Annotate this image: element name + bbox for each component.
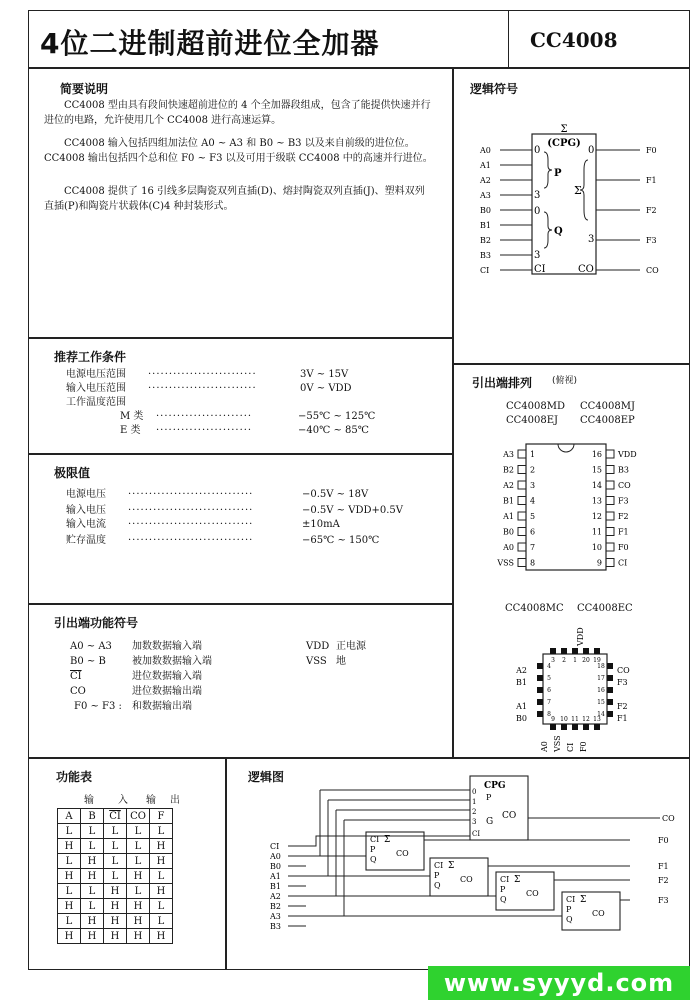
dip-right-num: 15	[591, 465, 602, 475]
part-number: CC4008	[530, 28, 618, 52]
symbol-output-label: CO	[646, 266, 659, 275]
table-cell: H	[58, 929, 81, 944]
cpg-g-label: G	[486, 817, 494, 827]
table-row	[58, 839, 173, 854]
dip-pin-box	[606, 559, 614, 567]
cpg-num: 1	[472, 798, 477, 806]
lcc-left-num: 4	[547, 663, 551, 670]
pin-desc: 和数据输出端	[132, 701, 192, 712]
diagram-input-label: A2	[270, 892, 281, 901]
lcc-pin-pad	[607, 687, 613, 693]
lcc-top-num: 3	[551, 657, 555, 664]
dip-pin-box	[518, 450, 526, 458]
table-row	[58, 884, 173, 899]
lcc-pin-pad	[583, 648, 589, 654]
logic-diagram-title: 逻辑图	[248, 770, 285, 784]
table-row	[58, 899, 173, 914]
lcc-model: CC4008MC	[505, 603, 564, 614]
leader-dots: ······························	[128, 519, 254, 530]
diagram-output-label: F3	[658, 896, 669, 905]
description-paragraph: CC4008 输入包括四组加法位 A0 ~ A3 和 B0 ~ B3 以及来自前级的进位位。 CC4008 输出包括四个总和位 F0 ~ F3 以及可用于级联 CC4008 中的高速并行进位。	[44, 138, 433, 164]
table-cell: L	[58, 914, 81, 929]
function-table-title: 功能表	[56, 770, 93, 784]
operating-value: 3V ~ 15V	[300, 369, 349, 380]
dip-right-label: F3	[618, 496, 629, 506]
dip-right-label: F1	[618, 527, 629, 537]
lcc-vdd-label: VDD	[576, 627, 585, 646]
symbol-input-label: B1	[480, 221, 491, 230]
pinout-title-note: (俯视)	[552, 376, 578, 386]
description-paragraph: CC4008 型由具有段间快速超前进位的 4 个全加器段组成，包含了能提供快速并行进位的电路，允许使用几个 CC4008 进行高速运算。	[44, 100, 431, 126]
dip-pinout-diagram	[488, 442, 658, 572]
sum-ci-label: CI	[500, 875, 510, 884]
leader-dots: ······························	[128, 489, 254, 500]
table-header-row	[58, 809, 173, 824]
table-cell: H	[127, 929, 150, 944]
dip-right-label: F2	[618, 512, 629, 521]
dip-left-label: B1	[503, 496, 514, 506]
symbol-input-label: B2	[480, 236, 491, 245]
cpg-num: 2	[472, 808, 477, 816]
operating-label: 输入电压范围	[66, 383, 126, 394]
symbol-input-label: B3	[480, 251, 491, 260]
diagram-input-label: B2	[270, 902, 281, 911]
sum-co-label: CO	[396, 849, 409, 858]
dip-left-num: 1	[530, 450, 536, 459]
dip-right-label: F0	[618, 543, 629, 552]
table-cell: L	[104, 839, 127, 854]
table-cell: L	[127, 854, 150, 869]
dip-left-num: 3	[530, 481, 536, 490]
logic-diagram	[270, 770, 682, 942]
logic-symbol-diagram	[470, 120, 685, 280]
table-cell: H	[127, 869, 150, 884]
description-title: 简要说明	[60, 82, 109, 96]
dip-left-num: 4	[530, 496, 536, 506]
dip-pin-box	[606, 450, 614, 458]
sum-co-label: CO	[592, 909, 605, 918]
operating-title: 推荐工作条件	[54, 350, 127, 364]
pin-functions-title: 引出端功能符号	[54, 616, 139, 630]
table-group-header: 输	[84, 795, 94, 806]
diagram-output-label: F2	[658, 876, 669, 885]
power-desc: 正电源	[336, 641, 366, 652]
table-cell: H	[81, 869, 104, 884]
lcc-pin-pad	[607, 675, 613, 681]
pin-desc: 被加数数据输入端	[132, 656, 212, 667]
symbol-output-label: F0	[646, 146, 657, 155]
dip-pin-box	[606, 512, 614, 520]
lcc-pin-pad	[537, 687, 543, 693]
symbol-input-label: B0	[480, 206, 491, 215]
table-cell: L	[104, 854, 127, 869]
table-group-header: 输	[146, 795, 156, 806]
lcc-right-num: 18	[597, 663, 605, 670]
table-cell: H	[150, 929, 173, 944]
table-group-header: 出	[170, 795, 180, 806]
limit-value: ±10mA	[302, 519, 340, 530]
table-cell: H	[127, 899, 150, 914]
dip-pin-box	[518, 543, 526, 551]
table-cell: L	[127, 824, 150, 839]
dip-left-label: B2	[503, 465, 514, 475]
lcc-left-label: A1	[516, 702, 527, 711]
sum-p-label: P	[434, 871, 440, 880]
dip-right-num: 14	[591, 481, 602, 490]
dip-left-label: VSS	[497, 558, 514, 568]
symbol-p: P	[554, 168, 562, 179]
symbol-n3: 3	[534, 190, 541, 201]
table-cell: L	[58, 824, 81, 839]
table-cell: H	[104, 899, 127, 914]
lcc-right-num: 14	[597, 711, 605, 718]
table-header-cell: CO	[127, 809, 150, 824]
operating-value: −55℃ ~ 125℃	[298, 411, 376, 422]
dip-pin-box	[518, 528, 526, 536]
dip-left-num: 7	[530, 543, 536, 552]
table-cell: H	[58, 899, 81, 914]
lcc-bottom-label: CI	[566, 742, 575, 752]
operating-value: −40℃ ~ 85℃	[298, 425, 369, 436]
dip-right-label: B3	[618, 465, 629, 475]
table-group-header: 入	[118, 795, 128, 806]
lcc-pin-pad	[537, 663, 543, 669]
dip-left-num: 8	[530, 558, 536, 568]
lcc-pin-pad	[537, 711, 543, 717]
leader-dots: ··························	[148, 383, 257, 394]
pin-symbol: B0 ~ B	[70, 656, 106, 667]
lcc-top-num: 20	[582, 657, 590, 664]
operating-label: M 类	[120, 411, 144, 422]
dip-model: CC4008EP	[580, 415, 635, 426]
lcc-pin-pad	[537, 699, 543, 705]
leader-dots: ··························	[148, 369, 257, 380]
table-cell: H	[81, 914, 104, 929]
operating-label: 工作温度范围	[66, 397, 126, 408]
leader-dots: ······························	[128, 505, 254, 516]
cpg-ci-label: CI	[472, 830, 481, 838]
table-cell: L	[150, 899, 173, 914]
lcc-top-num: 19	[593, 657, 601, 664]
sum-co-label: CO	[460, 875, 473, 884]
table-cell: L	[58, 884, 81, 899]
table-cell: H	[150, 854, 173, 869]
dip-pin-box	[518, 466, 526, 474]
diagram-input-label: A3	[270, 912, 281, 921]
dip-pins	[496, 450, 636, 568]
lcc-pins	[515, 648, 630, 753]
symbol-output-label: F1	[646, 176, 657, 185]
symbol-n0: 0	[588, 145, 595, 156]
limit-value: −0.5V ~ VDD+0.5V	[302, 505, 404, 516]
dip-model: CC4008EJ	[506, 415, 559, 426]
symbol-input-label: A0	[480, 146, 491, 155]
limit-label: 输入电流	[66, 519, 106, 530]
table-cell: H	[104, 914, 127, 929]
operating-label: 电源电压范围	[66, 369, 126, 380]
table-cell: L	[81, 884, 104, 899]
diagram-output-label: CO	[662, 814, 675, 823]
lcc-left-num: 7	[547, 699, 551, 706]
lcc-bottom-num: 10	[560, 716, 568, 723]
lcc-pin-pad	[537, 675, 543, 681]
pin-symbol: A0 ~ A3	[70, 641, 112, 652]
lcc-pin-pad	[561, 724, 567, 730]
sum-q-label: Q	[434, 881, 441, 890]
dip-pin-box	[518, 559, 526, 567]
table-cell: H	[58, 869, 81, 884]
function-table	[57, 808, 173, 944]
table-cell: L	[127, 839, 150, 854]
table-row	[58, 929, 173, 944]
symbol-input-label: A2	[480, 176, 491, 185]
table-cell: H	[81, 929, 104, 944]
lcc-pin-pad	[572, 648, 578, 654]
lcc-right-label: CO	[617, 666, 630, 675]
sum-q-label: Q	[370, 855, 377, 864]
diagram-input-label: A0	[270, 852, 281, 861]
dip-left-label: A0	[503, 543, 514, 552]
symbol-n3: 3	[534, 250, 541, 261]
dip-right-num: 10	[591, 543, 602, 552]
sum-q-label: Q	[500, 895, 507, 904]
dip-model: CC4008MJ	[580, 401, 635, 412]
limit-label: 贮存温度	[66, 535, 106, 546]
symbol-sigma: Σ	[560, 124, 568, 135]
logic-symbol-title: 逻辑符号	[470, 82, 519, 96]
table-cell: L	[127, 884, 150, 899]
lcc-left-label: A2	[516, 666, 527, 675]
lcc-left-num: 5	[547, 675, 551, 682]
dip-pin-box	[606, 466, 614, 474]
dip-right-num: 16	[591, 450, 602, 459]
table-row	[58, 824, 173, 839]
dip-left-num: 2	[530, 465, 536, 475]
lcc-bottom-label: VSS	[553, 735, 562, 752]
symbol-input-label: A1	[480, 161, 491, 170]
table-cell: L	[150, 824, 173, 839]
diagram-input-label: A1	[270, 872, 281, 881]
diagram-input-label: B1	[270, 882, 281, 891]
cpg-co-label: CO	[502, 811, 517, 821]
limit-value: −65℃ ~ 150℃	[302, 535, 380, 546]
table-cell: H	[127, 914, 150, 929]
dip-right-label: CI	[618, 558, 628, 568]
symbol-n0: 0	[534, 145, 541, 156]
power-symbol: VSS	[306, 656, 327, 667]
dip-pin-box	[606, 528, 614, 536]
lcc-pin-pad	[607, 699, 613, 705]
dip-pin-box	[606, 481, 614, 489]
dip-right-label: VDD	[618, 450, 637, 459]
table-row	[58, 854, 173, 869]
table-cell: L	[81, 839, 104, 854]
lcc-right-num: 16	[597, 687, 605, 694]
limits-title: 极限值	[54, 466, 91, 480]
operating-value: 0V ~ VDD	[300, 383, 352, 394]
lcc-pin-pad	[583, 724, 589, 730]
page-title: 4位二进制超前进位全加器	[40, 27, 380, 60]
lcc-bottom-num: 9	[551, 716, 555, 723]
pin-desc: 进位数据输出端	[132, 686, 202, 697]
lcc-pin-pad	[594, 648, 600, 654]
lcc-bottom-label: A0	[540, 741, 549, 752]
table-cell: H	[104, 884, 127, 899]
power-symbol: VDD	[306, 641, 330, 652]
lcc-bottom-num: 11	[571, 716, 579, 723]
dip-left-label: A3	[503, 450, 514, 459]
operating-label: E 类	[120, 425, 141, 436]
lcc-right-num: 17	[597, 675, 605, 682]
cpg-num: 0	[472, 788, 477, 796]
symbol-input-label: A3	[480, 191, 491, 200]
power-desc: 地	[336, 656, 346, 667]
table-row	[58, 869, 173, 884]
lcc-pin-pad	[561, 648, 567, 654]
pin-desc: 加数数据输入端	[132, 641, 202, 652]
table-cell: L	[150, 914, 173, 929]
symbol-sum: Σ	[574, 184, 582, 197]
pin-symbol: F0 ~ F3 :	[74, 701, 122, 712]
dip-pin-box	[518, 497, 526, 505]
lcc-right-num: 15	[597, 699, 605, 706]
dip-pin-box	[606, 543, 614, 551]
dip-left-num: 6	[530, 527, 536, 537]
limit-label: 输入电压	[66, 505, 106, 516]
lcc-left-label: B0	[516, 714, 527, 723]
table-cell: L	[104, 869, 127, 884]
dip-right-num: 11	[591, 527, 602, 537]
sum-ci-label: CI	[566, 895, 576, 904]
table-cell: H	[104, 929, 127, 944]
table-cell: L	[81, 824, 104, 839]
diagram-output-label: F0	[658, 836, 669, 845]
dip-left-label: A2	[503, 481, 514, 490]
symbol-n3: 3	[588, 234, 595, 245]
dip-left-num: 5	[530, 512, 536, 521]
symbol-output-label: F2	[646, 206, 657, 215]
table-cell: H	[150, 884, 173, 899]
pin-desc: 进位数据输入端	[132, 671, 202, 682]
dip-model: CC4008MD	[506, 401, 566, 412]
dip-right-num: 12	[591, 512, 602, 521]
symbol-output-label: F3	[646, 236, 657, 245]
table-header-cell: $\overline{CI}$	[104, 809, 127, 824]
lcc-left-num: 8	[547, 711, 551, 718]
table-cell: L	[81, 899, 104, 914]
table-header-cell: B	[81, 809, 104, 824]
dip-right-num: 9	[596, 558, 602, 568]
table-header-cell: A	[58, 809, 81, 824]
lcc-left-label: B1	[516, 678, 527, 687]
leader-dots: ·······················	[156, 425, 253, 436]
symbol-left-pins	[479, 146, 532, 275]
sum-q-label: Q	[566, 915, 573, 924]
lcc-bottom-num: 13	[593, 716, 601, 723]
cpg-num: 3	[472, 818, 477, 826]
lcc-pin-pad	[550, 648, 556, 654]
lcc-pin-pad	[607, 711, 613, 717]
watermark: www.syyyd.com	[428, 966, 690, 1000]
lcc-right-label: F1	[617, 714, 628, 723]
table-header-cell: F	[150, 809, 173, 824]
lcc-right-label: F3	[617, 678, 628, 687]
sum-ci-label: CI	[370, 835, 380, 844]
limit-value: −0.5V ~ 18V	[302, 489, 369, 500]
dip-pin-box	[518, 512, 526, 520]
pinout-title: 引出端排列	[472, 376, 533, 390]
lcc-model: CC4008EC	[577, 603, 633, 614]
dip-pin-box	[606, 497, 614, 505]
lcc-pinout-diagram	[505, 620, 645, 754]
description-paragraph: CC4008 提供了 16 引线多层陶瓷双列直插(D)、熔封陶瓷双列直插(J)、塑料双列直插(P)和陶瓷片状载体(C)4 种封装形式。	[44, 186, 425, 212]
dip-pin-box	[518, 481, 526, 489]
lcc-pin-pad	[572, 724, 578, 730]
lcc-pin-pad	[550, 724, 556, 730]
lcc-pin-pad	[594, 724, 600, 730]
dip-right-label: CO	[618, 481, 631, 490]
diagram-output-label: F1	[658, 862, 669, 871]
table-cell: H	[150, 839, 173, 854]
sum-sigma-label: Σ	[384, 835, 391, 845]
dip-left-label: A1	[503, 512, 514, 521]
table-cell: L	[58, 854, 81, 869]
symbol-q: Q	[554, 226, 563, 237]
logic-diagram-body	[270, 776, 675, 931]
table-row	[58, 914, 173, 929]
sum-sigma-label: Σ	[514, 875, 521, 885]
symbol-right-pins	[596, 146, 659, 275]
sum-co-label: CO	[526, 889, 539, 898]
dip-left-label: B0	[503, 527, 514, 537]
lcc-pin-pad	[607, 663, 613, 669]
cpg-p-label: P	[486, 793, 492, 802]
lcc-bottom-num: 12	[582, 716, 590, 723]
table-cell: L	[150, 869, 173, 884]
sum-p-label: P	[370, 845, 376, 854]
dip-right-num: 13	[591, 496, 602, 506]
lcc-left-num: 6	[547, 687, 551, 694]
pin-symbol: CO	[70, 686, 86, 697]
lcc-bottom-label: F0	[579, 741, 588, 752]
sum-ci-label: CI	[434, 861, 444, 870]
symbol-input-label: CI	[480, 266, 490, 275]
table-cell: H	[58, 839, 81, 854]
sum-p-label: P	[500, 885, 506, 894]
limit-label: 电源电压	[66, 489, 106, 500]
diagram-input-label: CI	[270, 842, 280, 851]
leader-dots: ·······················	[156, 411, 253, 422]
table-cell: L	[104, 824, 127, 839]
symbol-ci: CI	[534, 264, 546, 275]
pin-symbol: $\overline{CI}$	[70, 671, 82, 682]
sum-p-label: P	[566, 905, 572, 914]
lcc-top-num: 2	[562, 657, 566, 664]
lcc-right-label: F2	[617, 702, 628, 711]
symbol-n0: 0	[534, 206, 541, 217]
symbol-co: CO	[578, 264, 594, 275]
leader-dots: ······························	[128, 535, 254, 546]
lcc-top-num: 1	[573, 657, 577, 664]
sum-sigma-label: Σ	[448, 861, 455, 871]
table-cell: H	[81, 854, 104, 869]
cpg-label: CPG	[484, 781, 506, 791]
sum-sigma-label: Σ	[580, 895, 587, 905]
symbol-cpg: (CPG)	[547, 138, 581, 149]
diagram-input-label: B0	[270, 862, 281, 871]
diagram-input-label: B3	[270, 922, 281, 931]
